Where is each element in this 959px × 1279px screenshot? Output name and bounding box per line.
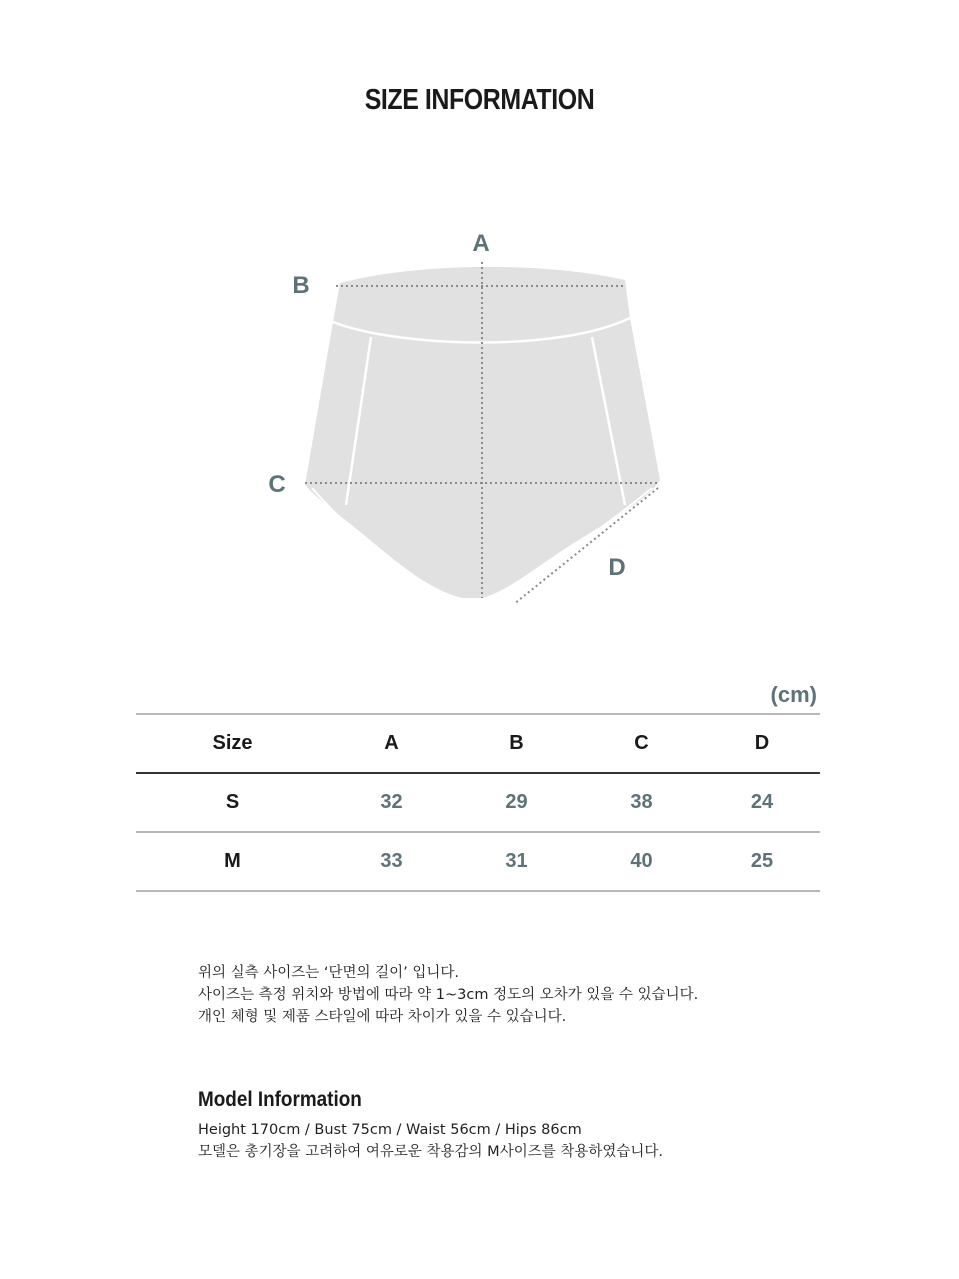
table-header-row	[136, 714, 820, 773]
label-c: C	[268, 471, 286, 498]
value-cell-d: 24	[750, 791, 774, 813]
unit-label: (cm)	[770, 682, 817, 707]
header-b: B	[509, 732, 524, 754]
page-title: SIZE INFORMATION	[364, 84, 595, 116]
value-cell-c: 38	[630, 791, 653, 813]
header-size: Size	[212, 732, 253, 754]
label-b: B	[292, 272, 310, 299]
garment-diagram	[0, 200, 959, 630]
header-c: C	[634, 732, 649, 754]
value-cell-a: 33	[380, 850, 403, 872]
note-line: 사이즈는 측정 위치와 방법에 따라 약 1~3cm 정도의 오차가 있을 수 있습니다.	[198, 987, 699, 1003]
model-measurements: Height 170cm / Bust 75cm / Waist 56cm / Hips 86cm	[198, 1122, 582, 1138]
value-cell-d: 25	[750, 850, 774, 872]
table-row	[136, 832, 820, 891]
value-cell-b: 31	[505, 850, 528, 872]
header-a: A	[384, 732, 399, 754]
size-cell: S	[225, 791, 240, 813]
label-d: D	[608, 554, 626, 581]
value-cell-b: 29	[505, 791, 528, 813]
model-info	[198, 1119, 663, 1163]
header-d: D	[754, 732, 770, 754]
value-cell-c: 40	[630, 850, 653, 872]
size-cell: M	[224, 850, 241, 872]
note-line: 개인 체형 및 제품 스타일에 따라 차이가 있을 수 있습니다.	[198, 1009, 567, 1025]
size-table	[136, 713, 820, 892]
value-cell-a: 32	[380, 791, 403, 813]
label-a: A	[472, 230, 490, 257]
measurement-notes	[198, 962, 698, 1028]
table-row	[136, 773, 820, 832]
note-line: 위의 실측 사이즈는 ‘단면의 길이’ 입니다.	[198, 965, 459, 981]
model-info-title: Model Information	[198, 1088, 362, 1111]
model-note: 모델은 총기장을 고려하여 여유로운 착용감의 M사이즈를 착용하였습니다.	[198, 1144, 663, 1160]
